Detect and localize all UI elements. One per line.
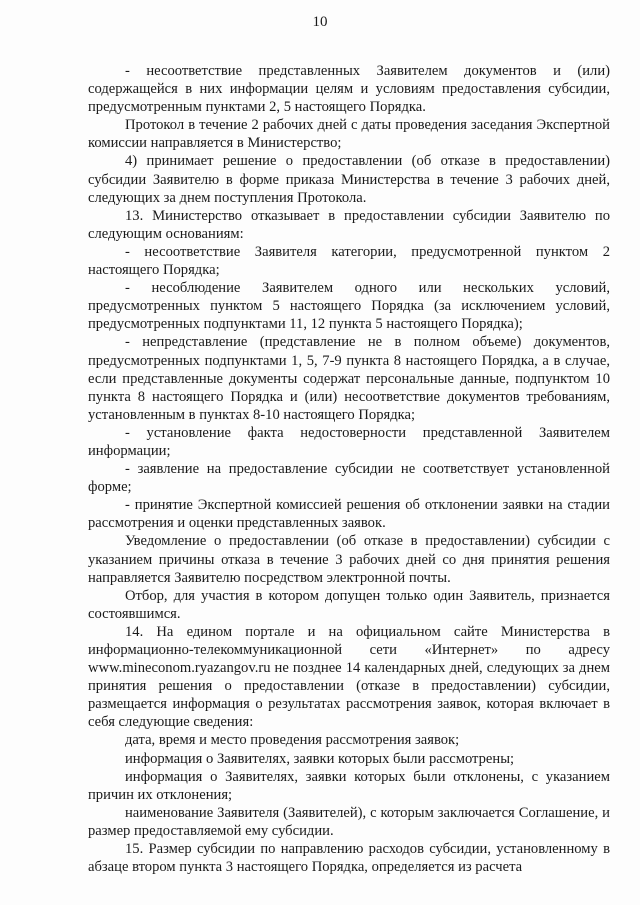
list-item-rejected-applicants: информация о Заявителях, заявки которых были отклонены, с указанием причин их отклонения;: [88, 768, 610, 803]
list-item-documents-missing: - непредставление (представление не в полном объеме) документов, предусмотренных подпунктами 1, 5, 7-9 пункта 8 настоящего Порядка, а в случае, если представленные документы содержат персональные данные, подпунктом 10 пункта 8 настоящего Порядка и (или) несоответствие документов требованиям, установленным в пунктах 8-10 настоящего Порядка;: [88, 334, 610, 423]
paragraph-protocol-sent: Протокол в течение 2 рабочих дней с даты проведения заседания Экспертной комиссии направляется в Министерство;: [88, 117, 610, 152]
paragraph-notification: Уведомление о предоставлении (об отказе в предоставлении) субсидии с указанием причины отказа в течение 3 рабочих дней со дня принятия решения направляется Заявителю посредством электронной почты.: [88, 533, 610, 586]
list-item-conditions-noncompliance: - несоблюдение Заявителем одного или нескольких условий, предусмотренных пунктом 5 настоящего Порядка (за исключением условий, предусмотренных подпунктами 11, 12 пункта 5 настоящего Порядка);: [88, 280, 610, 333]
list-item-form-mismatch: - заявление на предоставление субсидии не соответствует установленной форме;: [88, 461, 610, 496]
page-number: 10: [312, 14, 328, 30]
paragraph-14-publication: 14. На едином портале и на официальном сайте Министерства в информационно-телекоммуникационной сети «Интернет» по адресу www.mineconom.ryazangov.ru не позднее 14 календарных дней, следующих за днем принятия решения о предоставлении (отказе в предоставлении) субсидии, размещается информация о результатах рассмотрения заявок, которая включает в себя следующие сведения:: [88, 623, 610, 731]
document-body: [88, 62, 610, 876]
paragraph-nonconformity-documents: - несоответствие представленных Заявителем документов и (или) содержащейся в них информации целям и условиям предоставления субсидии, предусмотренным пунктами 2, 5 настоящего Порядка.: [88, 63, 610, 116]
list-item-reviewed-applicants: информация о Заявителях, заявки которых были рассмотрены;: [125, 750, 515, 767]
list-item-agreement-applicant: наименование Заявителя (Заявителей), с которым заключается Соглашение, и размер предоставляемой ему субсидии.: [88, 804, 610, 839]
list-item-commission-rejection: - принятие Экспертной комиссией решения об отклонении заявки на стадии рассмотрения и оценки представленных заявок.: [88, 497, 610, 532]
paragraph-13-refusal-grounds: 13. Министерство отказывает в предоставлении субсидии Заявителю по следующим основаниям:: [88, 207, 610, 242]
paragraph-15-subsidy-size: 15. Размер субсидии по направлению расходов субсидии, установленному в абзаце втором пункта 3 настоящего Порядка, определяется из расчета: [88, 841, 610, 876]
paragraph-single-applicant: Отбор, для участия в котором допущен только один Заявитель, признается состоявшимся.: [88, 587, 610, 622]
list-item-category-mismatch: - несоответствие Заявителя категории, предусмотренной пунктом 2 настоящего Порядка;: [88, 243, 610, 279]
list-item-false-information: - установление факта недостоверности представленной Заявителем информации;: [88, 424, 610, 459]
list-item-date-time-place: дата, время и место проведения рассмотрения заявок;: [125, 732, 460, 749]
paragraph-decision-order: 4) принимает решение о предоставлении (об отказе в предоставлении) субсидии Заявителю в форме приказа Министерства в течение 3 рабочих дней, следующих за днем поступления Протокола.: [88, 153, 610, 206]
